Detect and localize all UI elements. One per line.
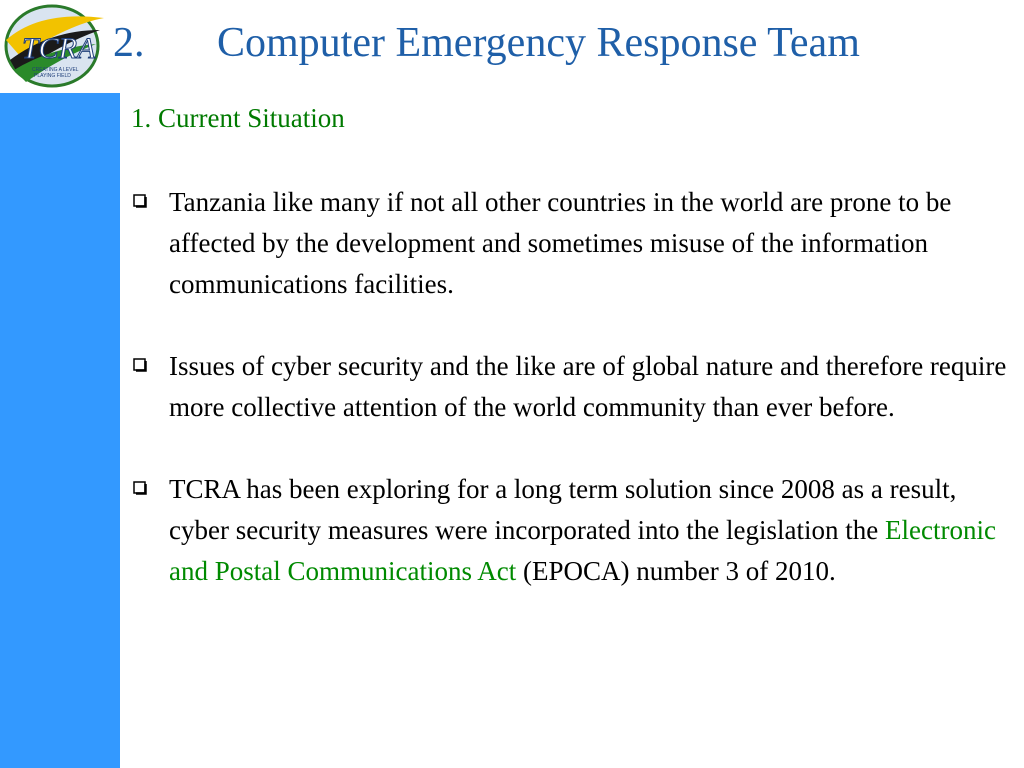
checkbox-square-icon [133,481,149,497]
bullet-text-before: TCRA has been exploring for a long term solution since 2008 as a result, cyber security measures were incorporated into the legislation the [169,474,957,545]
bullet-item [131,469,1011,592]
bullet-item [131,346,1011,428]
section-subheading: 1. Current Situation [131,103,345,133]
left-sidebar-band [0,93,120,768]
slide-title-number: 2. [113,20,145,66]
bullet-text-after: (EPOCA) number 3 of 2010. [516,556,836,586]
checkbox-square-icon [133,194,149,210]
slide-title-text: Computer Emergency Response Team [217,20,860,66]
tcra-logo-icon [0,0,112,93]
logo-tagline-1: CREATING A LEVEL [32,67,79,73]
act-name-highlight: Electronic and Postal Communications Act [169,515,996,586]
bullet-text: Tanzania like many if not all other countries in the world are prone to be affected by the development and sometimes misuse of the information communications facilities. [169,187,952,299]
checkbox-square-icon [133,358,149,374]
bullet-list [131,182,1011,633]
logo-text: TCRA [22,32,96,65]
bullet-item [131,182,1011,305]
bullet-text: Issues of cyber security and the like are of global nature and therefore require more collective attention of the world community than ever before. [169,351,1007,422]
slide-title [113,22,1018,64]
logo-tagline-2: PLAYING FIELD [34,73,71,79]
